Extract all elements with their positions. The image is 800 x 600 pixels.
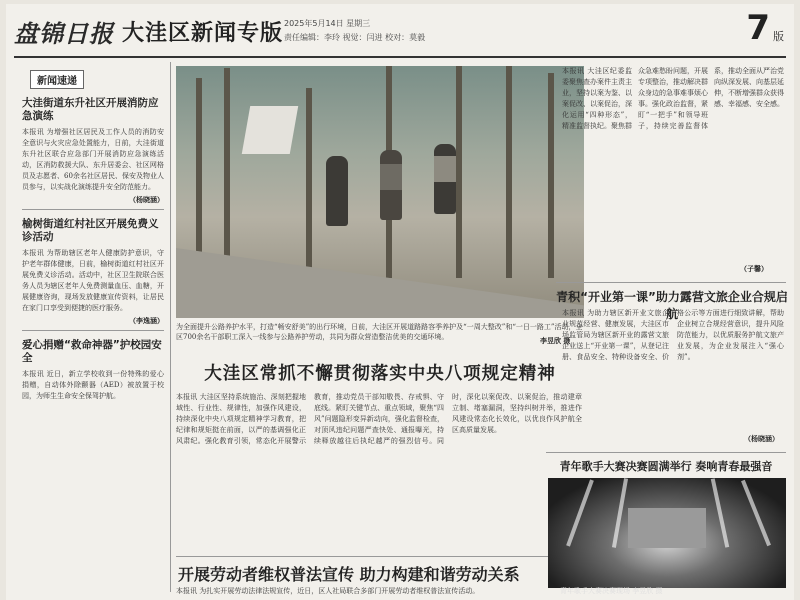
worker: [326, 156, 348, 226]
left-column: [22, 62, 164, 596]
right-second-body: 本报讯 为助力辖区新开业文旅企业规范经营、健康发展，大洼区市场监管局为辖区新开业的露营文旅企业送上“开业第一课”，从登记注册、食品安全、特种设备安全、价格公示等方面进行细致讲解，帮助企业树立合规经营意识，提升风险防范能力，以优质服务护航文旅产业发展，为企业发展注入“强心剂”。: [562, 309, 784, 361]
tree: [196, 78, 202, 278]
article-body: 本报讯 为帮助辖区老年人健康防护意识，守护老年群体健康，日前，榆树街道红村社区开展免费义诊活动。活动中，社区卫生院联合医务人员为辖区老年人免费测量血压、血糖，开展健康咨询，现场发放健康宣传资料，让居民在家门口享受到便捷的医疗服务。: [22, 249, 164, 312]
masthead-rule: [14, 56, 786, 58]
newspaper-logo: 盘锦日报: [14, 19, 114, 48]
bottom-headline: 开展劳动者维权普法宣传 助力构建和谐劳动关系: [178, 565, 520, 584]
masthead: [14, 10, 786, 60]
main-article-body: 本报讯 大洼区坚持系统施治、深刻把握地域性、行业性、规律性，加强作风建设，持续深化中央八项规定精神学习教育，把纪律和规矩挺在前面，以严的基调强化正风肃纪。强化教育引领，常态化开展警示教育，推动党员干部知敬畏、存戒惧、守底线。紧盯关键节点、重点领域，聚焦“四风”问题隐形变异新动向，强化监督检查，对顶风违纪问题严查快处、通报曝光，持续释放越往后执纪越严的强烈信号。同时，深化以案促改、以案促治，推动建章立制、堵塞漏洞，坚持纠树并举，推进作风建设常态化长效化，以优良作风护航全区高质量发展。: [176, 393, 582, 445]
section-divider: [556, 282, 786, 283]
road-maintenance-photo: [176, 66, 584, 318]
right-second-headline: 青积“开业第一课”助力露营文旅企业合规启航: [556, 290, 788, 321]
stage-screen: [628, 508, 706, 548]
page-number: 7: [746, 8, 770, 48]
flag: [242, 106, 298, 154]
stage-light: [566, 479, 594, 546]
tree: [506, 66, 512, 278]
stage-headline: 青年歌手大赛决赛圆满举行 奏响青春最强音: [559, 460, 773, 473]
stage-light: [612, 478, 628, 548]
editors-line: 责任编辑：李玲 视觉：闫进 校对：莫毅: [284, 33, 426, 42]
column-divider: [170, 62, 171, 592]
concert-stage-photo: [548, 478, 786, 588]
article-byline: （杨晓涵）: [744, 434, 779, 443]
tree: [548, 73, 554, 278]
photo-credit: 李昱欣 摄: [540, 336, 571, 345]
edition-title: 大洼区新闻专版: [122, 21, 284, 46]
article-headline: 榆树街道红村社区开展免费义诊活动: [22, 218, 159, 243]
tree: [456, 66, 462, 278]
article-headline: 大洼街道东升社区开展消防应急演练: [22, 97, 159, 122]
article-byline: （杨晓涵）: [129, 195, 164, 204]
article-headline: 爱心捐赠“救命神器”护校园安全: [22, 339, 162, 364]
section-divider: [546, 452, 786, 453]
worker-vest: [380, 164, 402, 190]
bottom-article-body: 本报讯 为扎实开展劳动法律法规宣传，近日，区人社局联合多部门开展劳动者维权普法宣传活动。: [176, 587, 480, 595]
article-body: 本报讯 近日，新立学校收到一份特殊的爱心捐赠，自动体外除颤器（AED）被放置于校园，为师生生命安全保驾护航。: [22, 370, 164, 400]
tree: [306, 88, 312, 278]
right-top-article-body: 本报讯 大洼区纪委监委聚焦查办案件主责主业，坚持以案为鉴、以案促改、以案促治，深化运用“四种形态”，精准监督执纪。聚焦群众急难愁盼问题，开展专项整治，推动解决群众身边的急事难事烦心事。强化政治监督，紧盯“一把手”和领导班子，持续完善监督体系，推动全面从严治党向纵深发展、向基层延伸，不断增强群众获得感、幸福感、安全感。: [562, 67, 784, 130]
photo-caption: 为全面提升公路养护水平，打造“畅安舒美”的出行环境，日前，大洼区开展道路路容季养护及“一周大整改”和“一日一路工”活动，全区700余名干部职工深入一线参与公路养护劳动，共同为群众营造整洁优美的交通环境。: [176, 323, 583, 341]
section-tag: 新闻速递: [30, 70, 84, 89]
page-suffix: 版: [773, 30, 784, 43]
stage-light: [741, 480, 771, 546]
stage-photo-caption: 青年歌手大赛决赛现场 李昱欣 摄: [560, 587, 663, 595]
date-line: 2025年5月14日 星期三: [284, 19, 371, 28]
divider: [22, 330, 164, 331]
article-byline: （李逸涵）: [129, 316, 164, 325]
worker-vest: [434, 156, 456, 182]
main-headline: 大洼区常抓不懈贯彻落实中央八项规定精神: [204, 364, 556, 384]
article-body: 本报讯 为增强社区居民及工作人员的消防安全意识与火灾应急处置能力，日前，大洼街道东升社区联合应急部门开展消防应急演练活动，区消防救援大队、东升居委会、社区网格员及志愿者、60余名社区居民、保安及物业人员参与，以实战化演练提升安全防范能力。: [22, 128, 164, 191]
stage-light: [711, 478, 729, 547]
tree: [224, 68, 230, 278]
divider: [22, 209, 164, 210]
road: [176, 248, 584, 318]
section-divider: [176, 556, 582, 557]
article-byline: （子馨）: [740, 264, 768, 273]
